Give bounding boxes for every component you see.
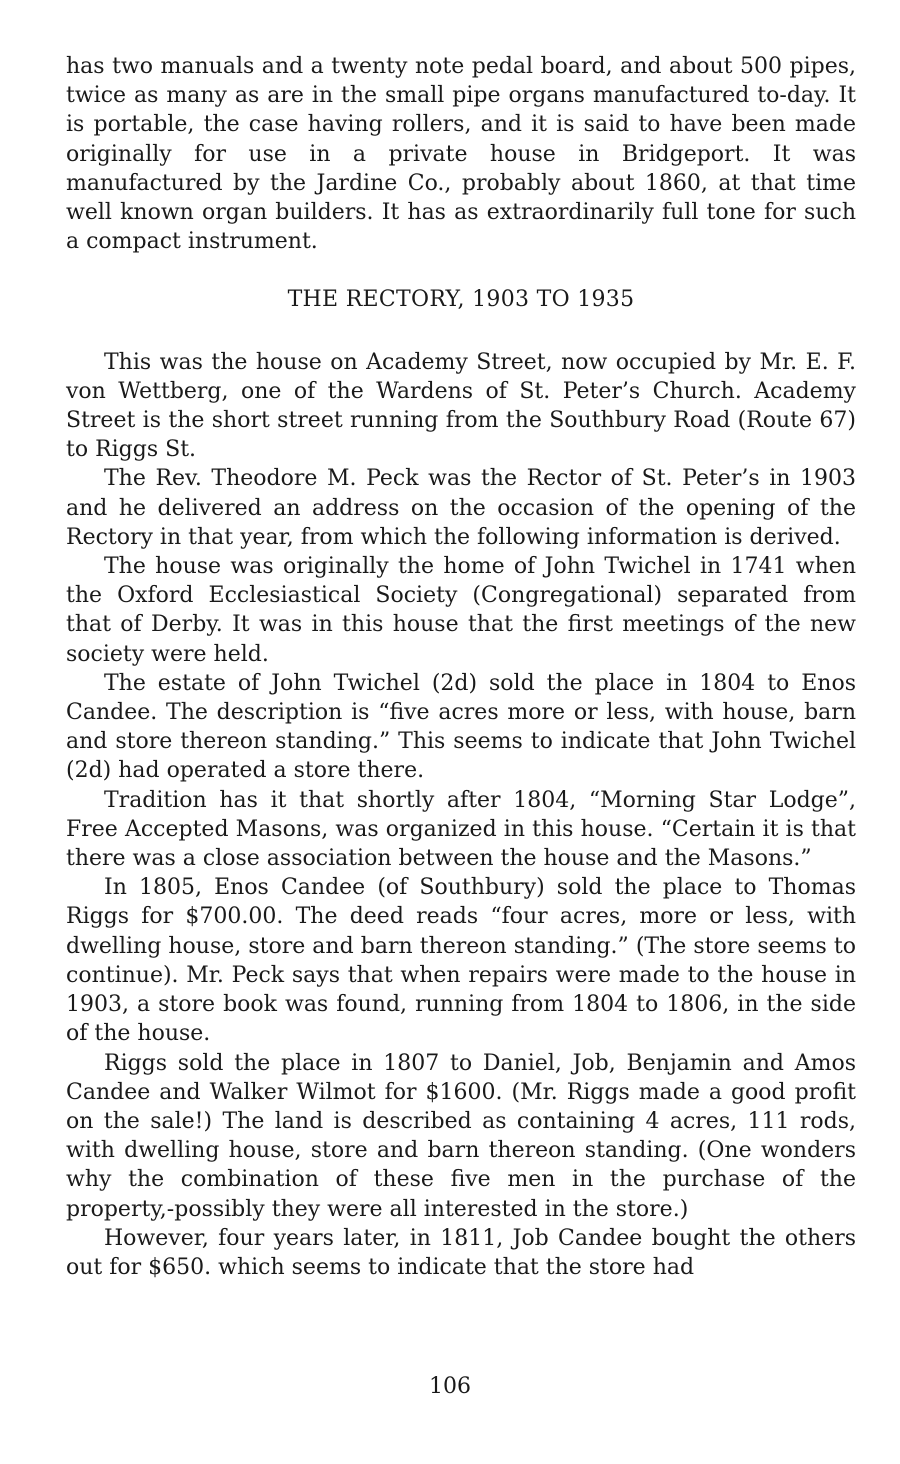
paragraph-masons: Tradition has it that shortly after 1804, “Morning Star Lodge”, Free Accepted Masons, was organized in this house. “Certain it is that there was a close association between the house and the Masons.” bbox=[66, 787, 856, 872]
continuation-paragraph: has two manuals and a twenty note pedal board, and about 500 pipes, twice as many as are in the small pipe organs manufactured to-day. It is portable, the case having rollers, and it is said to have been made originally for use in a private house in Bridgeport. It was manufactured by the Jardine Co., probably about 1860, at that time well known organ builders. It has as extraordinarily full tone for such a compact instrument. bbox=[66, 54, 856, 255]
page-number: 106 bbox=[429, 1374, 471, 1399]
paragraph-academy-street: This was the house on Academy Street, now occupied by Mr. E. F. von Wettberg, one of the Wardens of St. Peter’s Church. Academy Street is the short street running from the Southbury Road (Route 67) to Riggs St. bbox=[66, 349, 856, 463]
paragraph-john-twichel: The house was originally the home of John Twichel in 1741 when the Oxford Ecclesiastical Society (Congregational) separated from that of Derby. It was in this house that the first meetings of the new society were held. bbox=[66, 554, 856, 667]
paragraph-job-candee: However, four years later, in 1811, Job Candee bought the others out for $650. which seems to indicate that the store had bbox=[66, 1225, 856, 1280]
page-text bbox=[66, 52, 856, 1282]
paragraph-enos-candee: The estate of John Twichel (2d) sold the place in 1804 to Enos Candee. The description is “five acres more or less, with house, barn and store thereon standing.” This seems to indicate that John Twichel (2d) had operated a store there. bbox=[66, 670, 856, 784]
paragraph-riggs-sold: Riggs sold the place in 1807 to Daniel, Job, Benjamin and Amos Candee and Walker Wilmot for $1600. (Mr. Riggs made a good profit on the sale!) The land is described as containing 4 acres, 111 rods, with dwelling house, store and barn thereon standing. (One wonders why the combination of these five men in the purchase of the property,-possibly they were all interested in the store.) bbox=[66, 1050, 856, 1222]
paragraph-rev-peck: The Rev. Theodore M. Peck was the Rector of St. Peter’s in 1903 and he delivered an address on the occasion of the opening of the Rectory in that year, from which the following information is derived. bbox=[66, 466, 856, 550]
section-heading: THE RECTORY, 1903 TO 1935 bbox=[287, 287, 635, 313]
paragraph-thomas-riggs: In 1805, Enos Candee (of Southbury) sold the place to Thomas Riggs for $700.00. The deed reads “four acres, more or less, with dwelling house, store and barn thereon standing.” (The store seems to continue). Mr. Peck says that when repairs were made to the house in 1903, a store book was found, running from 1804 to 1806, in the side of the house. bbox=[66, 875, 856, 1047]
